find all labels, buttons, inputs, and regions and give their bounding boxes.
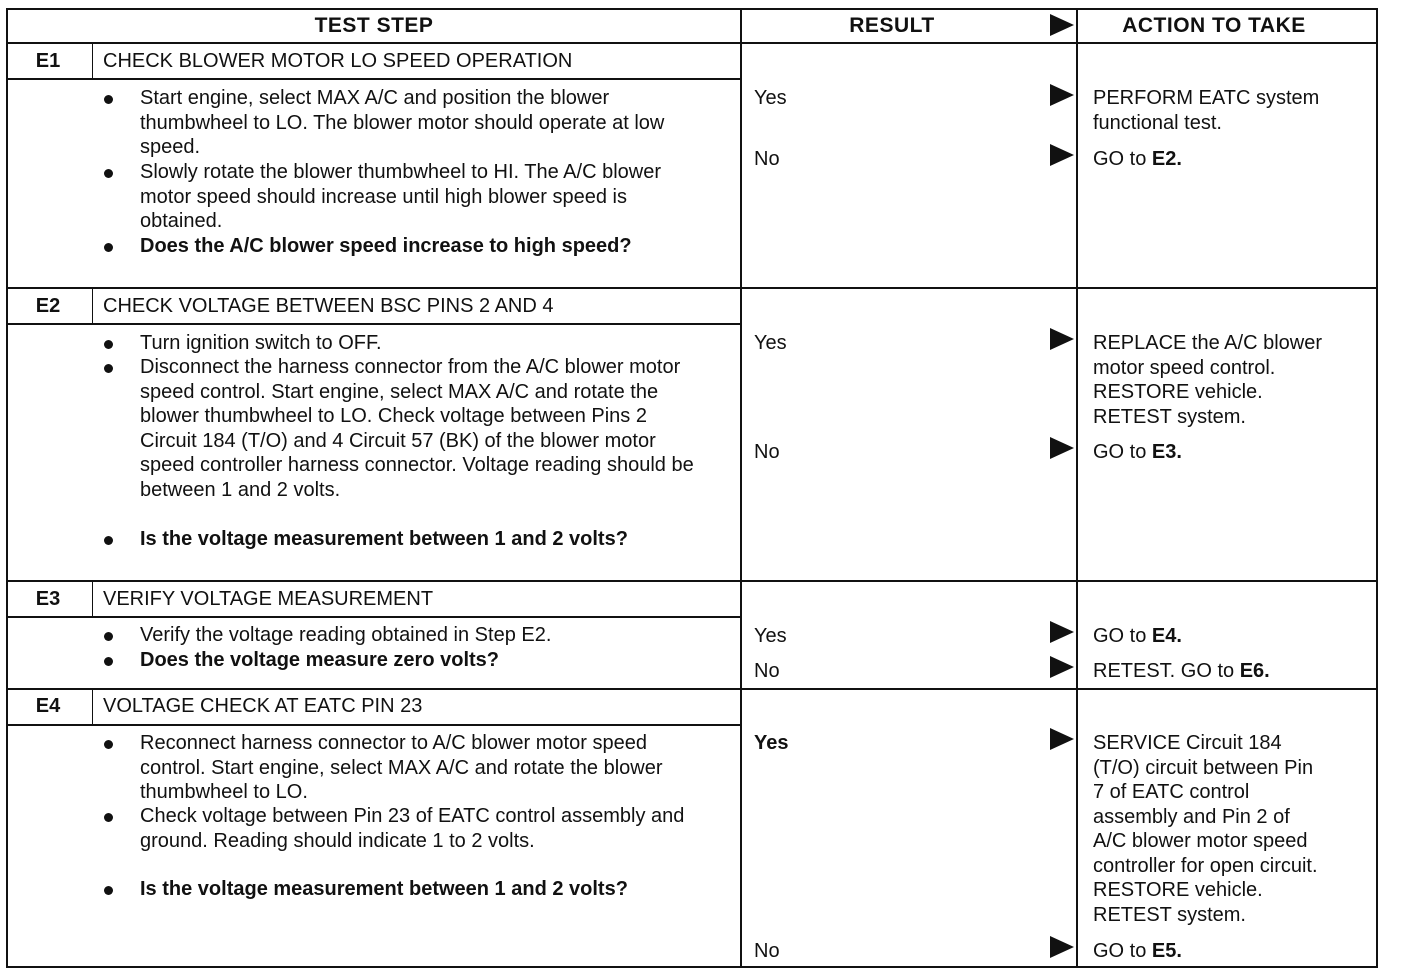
bullet-icon — [104, 740, 113, 749]
header-result: RESULT — [849, 14, 935, 37]
header-test-step: TEST STEP — [314, 14, 434, 37]
step-id-divider — [92, 582, 93, 616]
header-divider — [6, 42, 1378, 44]
row-separator — [6, 580, 1378, 582]
result-label: No — [754, 940, 780, 962]
bullet-icon — [104, 340, 113, 349]
action-text: GO to E5. — [1093, 940, 1182, 962]
bullet-item — [104, 160, 704, 234]
action-text: GO to E4. — [1093, 625, 1182, 647]
action-text: RETEST. GO to E6. — [1093, 660, 1270, 682]
arrow-icon — [1050, 437, 1074, 459]
bullet-icon — [104, 536, 113, 545]
header-action: ACTION TO TAKE — [1122, 14, 1306, 37]
table-border-bottom — [6, 966, 1378, 968]
bullet-item — [104, 86, 704, 160]
bullet-icon — [104, 364, 113, 373]
table-border-left — [6, 8, 8, 968]
step-title: VERIFY VOLTAGE MEASUREMENT — [103, 588, 434, 610]
arrow-icon — [1050, 621, 1074, 643]
column-divider-action — [1076, 8, 1078, 968]
title-underline — [6, 323, 742, 325]
bullet-icon — [104, 657, 113, 666]
result-label: No — [754, 441, 780, 463]
arrow-icon — [1050, 936, 1074, 958]
step-id: E3 — [35, 588, 61, 610]
bullet-icon — [104, 632, 113, 641]
bullet-question: Does the voltage measure zero volts? — [140, 649, 500, 671]
row-separator — [6, 688, 1378, 690]
action-text: SERVICE Circuit 184 (T/O) circuit between Pin 7 of EATC control assembly and Pin 2 of A/C blower motor speed controller for open circuit. RESTORE vehicle. RETEST system. — [1093, 732, 1318, 926]
bullet-text: Reconnect harness connector to A/C blower motor speed control. Start engine, select MAX A/C and rotate the blower thumbwheel to LO. — [140, 732, 663, 803]
step-title: CHECK BLOWER MOTOR LO SPEED OPERATION — [103, 50, 573, 72]
action-text: GO to E3. — [1093, 441, 1182, 463]
result-label: No — [754, 148, 780, 170]
bullet-icon — [104, 169, 113, 178]
table-border-right — [1376, 8, 1378, 968]
action-text: PERFORM EATC system functional test. — [1093, 87, 1320, 134]
result-label: Yes — [754, 625, 787, 647]
bullet-icon — [104, 95, 113, 104]
bullet-icon — [104, 243, 113, 252]
bullet-item — [104, 234, 704, 259]
bullet-question: Is the voltage measurement between 1 and 2 volts? — [140, 528, 628, 550]
step-id-divider — [92, 44, 93, 78]
bullet-item — [104, 355, 704, 502]
step-id: E2 — [35, 295, 61, 317]
bullet-question: Does the A/C blower speed increase to high speed? — [140, 235, 632, 257]
bullet-text: Start engine, select MAX A/C and position the blower thumbwheel to LO. The blower motor should operate at low speed. — [140, 87, 665, 158]
bullet-text: Turn ignition switch to OFF. — [140, 332, 382, 354]
bullet-icon — [104, 813, 113, 822]
table-border-top — [6, 8, 1378, 10]
arrow-icon — [1050, 656, 1074, 678]
arrow-icon — [1050, 144, 1074, 166]
step-title: VOLTAGE CHECK AT EATC PIN 23 — [103, 695, 423, 717]
action-text: REPLACE the A/C blower motor speed control. RESTORE vehicle. RETEST system. — [1093, 332, 1322, 428]
result-label: No — [754, 660, 780, 682]
bullet-text: Slowly rotate the blower thumbwheel to HI. The A/C blower motor speed should increase until high blower speed is obtained. — [140, 161, 661, 232]
bullet-text: Verify the voltage reading obtained in Step E2. — [140, 624, 552, 646]
step-id: E4 — [35, 695, 61, 717]
bullet-item — [104, 527, 704, 552]
bullet-item — [104, 623, 704, 648]
result-label: Yes — [754, 87, 787, 109]
arrow-icon — [1050, 328, 1074, 350]
step-id-divider — [92, 289, 93, 323]
result-label: Yes — [754, 332, 787, 354]
header-arrow-icon — [1050, 14, 1074, 36]
bullet-item — [104, 331, 704, 356]
step-id: E1 — [35, 50, 61, 72]
step-title: CHECK VOLTAGE BETWEEN BSC PINS 2 AND 4 — [103, 295, 554, 317]
title-underline — [6, 616, 742, 618]
bullet-text: Check voltage between Pin 23 of EATC control assembly and ground. Reading should indicate 1 to 2 volts. — [140, 805, 685, 852]
result-label: Yes — [754, 732, 789, 754]
row-separator — [6, 287, 1378, 289]
arrow-icon — [1050, 84, 1074, 106]
step-id-divider — [92, 690, 93, 724]
title-underline — [6, 724, 742, 726]
arrow-icon — [1050, 728, 1074, 750]
title-underline — [6, 78, 742, 80]
bullet-item — [104, 877, 704, 902]
bullet-text: Disconnect the harness connector from the A/C blower motor speed control. Start engine, select MAX A/C and rotate the blower thumbwheel to LO. Check voltage between Pins 2 Circuit 184 (T/O) and 4 Circuit 57 (BK) of the blower motor speed controller harness connector. Voltage reading should be between 1 and 2 volts. — [140, 356, 694, 501]
bullet-item — [104, 804, 704, 853]
action-text: GO to E2. — [1093, 148, 1182, 170]
bullet-item — [104, 648, 704, 673]
bullet-icon — [104, 886, 113, 895]
bullet-item — [104, 731, 704, 805]
column-divider-result — [740, 8, 742, 968]
bullet-question: Is the voltage measurement between 1 and 2 volts? — [140, 878, 628, 900]
